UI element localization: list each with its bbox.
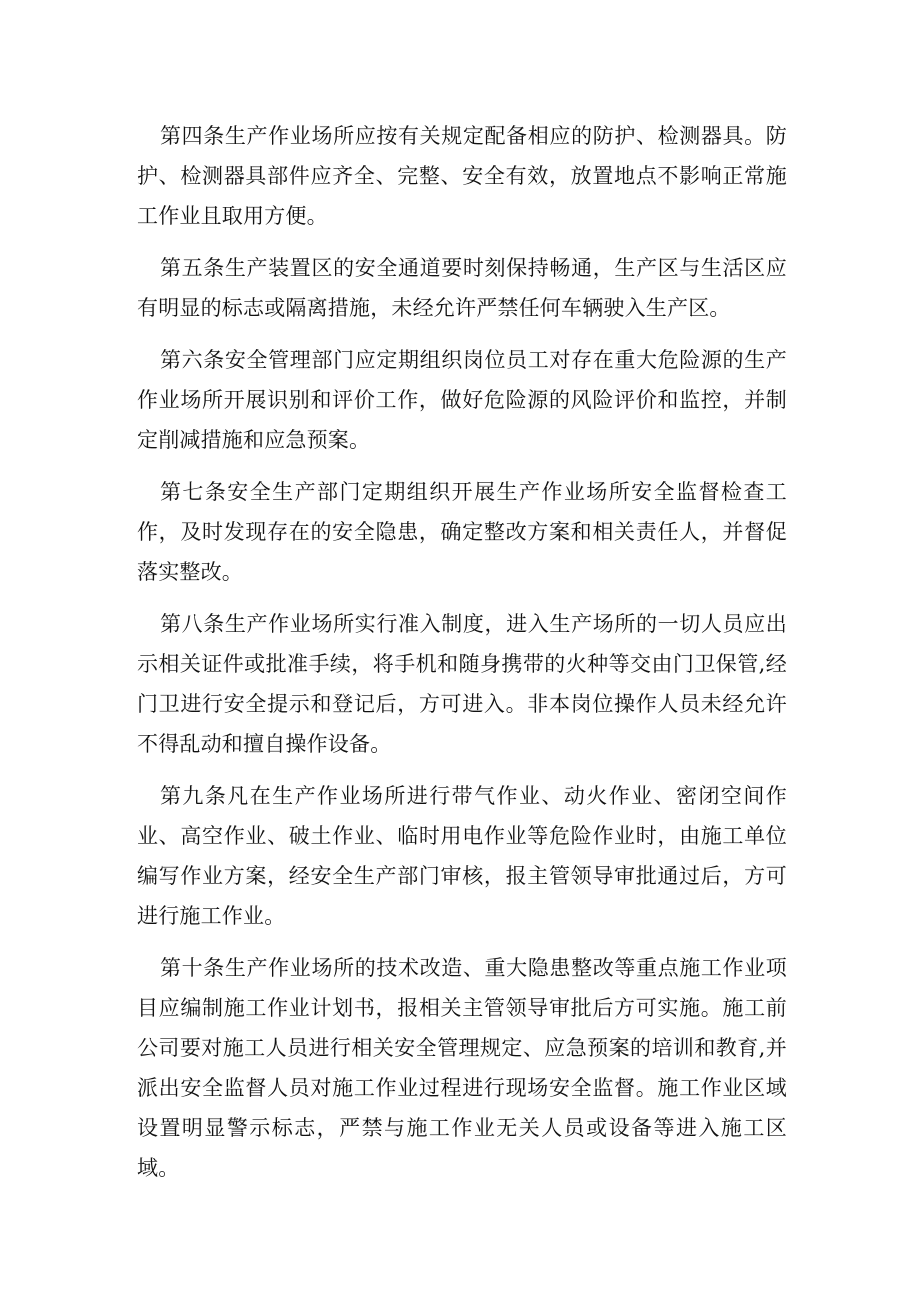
article-6-paragraph: 第六条安全管理部门应定期组织岗位员工对存在重大危险源的生产作业场所开展识别和评价工作，做好危险源的风险评价和监控，并制定削减措施和应急预案。 [137, 348, 787, 452]
article-4-paragraph: 第四条生产作业场所应按有关规定配备相应的防护、检测器具。防护、检测器具部件应齐全、完整、安全有效，放置地点不影响正常施工作业且取用方便。 [137, 124, 787, 228]
document-body [137, 116, 787, 1200]
article-10-paragraph: 第十条生产作业场所的技术改造、重大隐患整改等重点施工作业项目应编制施工作业计划书，报相关主管领导审批后方可实施。施工前公司要对施工人员进行相关安全管理规定、应急预案的培训和教育,并派出安全监督人员对施工作业过程进行现场安全监督。施工作业区域设置明显警示标志，严禁与施工作业无关人员或设备等进入施工区域。 [137, 956, 787, 1180]
article-7-paragraph: 第七条安全生产部门定期组织开展生产作业场所安全监督检查工作，及时发现存在的安全隐患，确定整改方案和相关责任人，并督促落实整改。 [137, 480, 787, 584]
article-5-paragraph: 第五条生产装置区的安全通道要时刻保持畅通，生产区与生活区应有明显的标志或隔离措施，未经允许严禁任何车辆驶入生产区。 [137, 256, 787, 320]
article-9-paragraph: 第九条凡在生产作业场所进行带气作业、动火作业、密闭空间作业、高空作业、破土作业、临时用电作业等危险作业时，由施工单位编写作业方案，经安全生产部门审核，报主管领导审批通过后，方可进行施工作业。 [137, 784, 787, 928]
article-8-paragraph: 第八条生产作业场所实行准入制度，进入生产场所的一切人员应出示相关证件或批准手续，将手机和随身携带的火种等交由门卫保管,经门卫进行安全提示和登记后，方可进入。非本岗位操作人员未经允许不得乱动和擅自操作设备。 [137, 612, 787, 756]
